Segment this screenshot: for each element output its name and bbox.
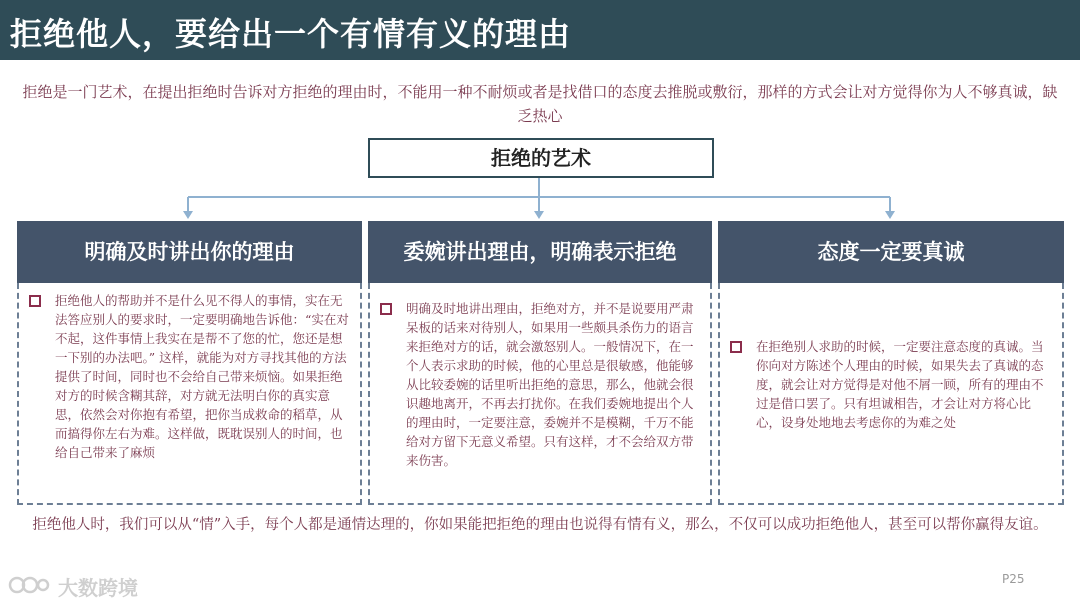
watermark-logo-icon (8, 572, 50, 598)
footer-text: 拒绝他人时，我们可以从“情”入手，每个人都是通情达理的，你如果能把拒绝的理由也说得有情有义，那么，不仅可以成功拒绝他人，甚至可以帮你赢得友谊。 (32, 517, 1048, 533)
column-text-1: 拒绝他人的帮助并不是什么见不得人的事情，实在无法答应别人的要求时，一定要明确地告诉他：“实在对不起，这件事情上我实在是帮不了您的忙，您还是想一下别的办法吧。” 这样，就能为对方寻找其他的方法提供了时间，同时也不会给自己带来烦恼。如果拒绝对方的时候含糊其辞，对方就无法明白你的真实意思，依然会对你抱有希望，把你当成救命的稻草，从而搞得你左右为难。这样做，既耽误别人的时间，也给自己带来了麻烦 (55, 293, 349, 460)
column-body-1 (17, 283, 362, 505)
page-number: P25 (1002, 572, 1025, 586)
intro-text: 拒绝是一门艺术，在提出拒绝时告诉对方拒绝的理由时，不能用一种不耐烦或者是找借口的态度去推脱或敷衍，那样的方式会让对方觉得你为人不够真诚，缺乏热心 (22, 83, 1058, 125)
watermark-text: 大数跨境 (58, 576, 138, 600)
list-item (29, 291, 352, 462)
square-bullet-icon (380, 303, 392, 315)
square-bullet-icon (730, 341, 742, 353)
column-body-2 (368, 283, 712, 505)
center-topic-box: 拒绝的艺术 (368, 138, 714, 178)
list-item (380, 299, 702, 470)
column-text-3: 在拒绝别人求助的时候，一定要注意态度的真诚。当你向对方陈述个人理由的时候，如果失去了真诚的态度，就会让对方觉得是对他不屑一顾，所有的理由不过是借口罢了。只有坦诚相告，才会让对方将心比心，设身处地地去考虑你的为难之处 (756, 339, 1044, 430)
page-title: 拒绝他人，要给出一个有情有义的理由 (10, 15, 572, 53)
column-header-3: 态度一定要真诚 (718, 221, 1064, 283)
square-bullet-icon (29, 295, 41, 307)
column-text-2: 明确及时地讲出理由，拒绝对方，并不是说要用严肃呆板的话来对待别人，如果用一些颇具杀伤力的语言来拒绝对方的话，就会激怒别人。一般情况下，在一个人表示求助的时候，他的心里总是很敏感，他能够从比较委婉的话里听出拒绝的意思，那么，他就会很识趣地离开，不再去打扰你。在我们委婉地提出个人的理由时，一定要注意，委婉并不是模糊，千万不能给对方留下无意义希望。只有这样，才不会给双方带来伤害。 (406, 301, 694, 468)
column-header-2: 委婉讲出理由，明确表示拒绝 (368, 221, 712, 283)
column-body-3 (718, 283, 1064, 505)
column-header-1: 明确及时讲出你的理由 (17, 221, 362, 283)
connector-lines (0, 0, 1080, 230)
list-item (730, 337, 1054, 432)
